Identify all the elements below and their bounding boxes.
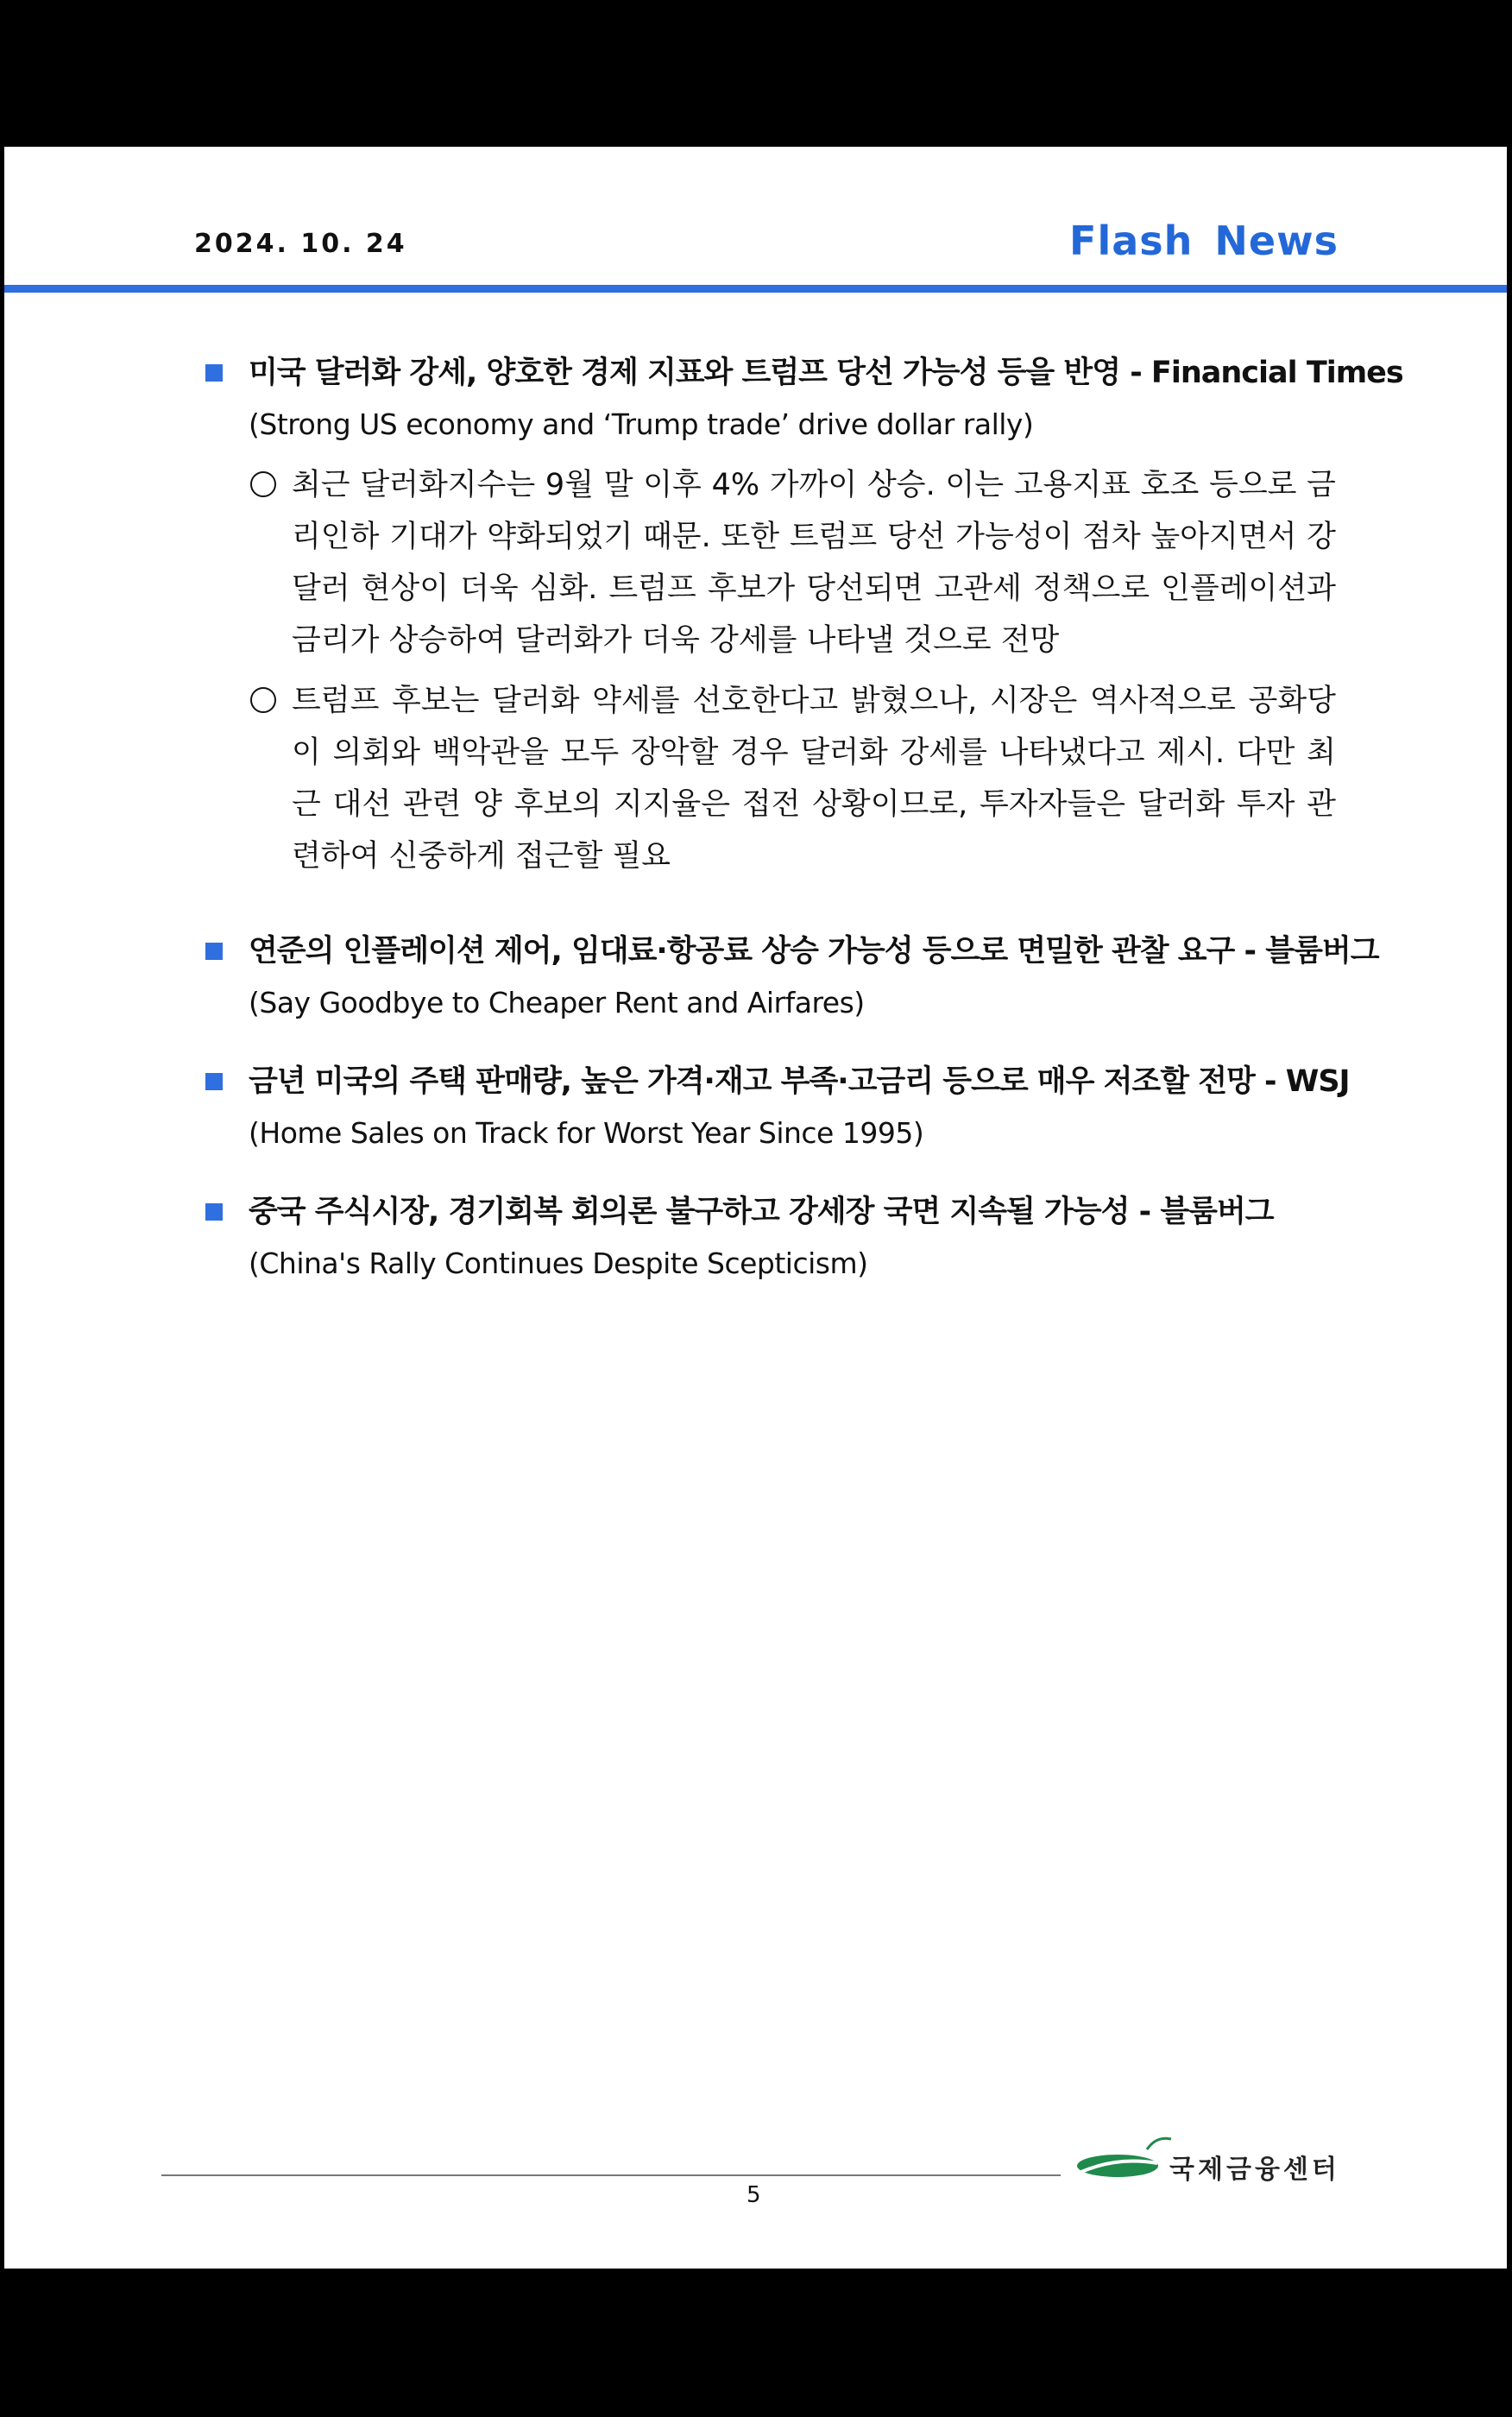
square-bullet-icon bbox=[205, 364, 223, 382]
square-bullet-icon bbox=[205, 1203, 223, 1221]
flash-news-title: Flash News bbox=[1069, 218, 1339, 264]
footer-rule bbox=[161, 2174, 1061, 2176]
news-item bbox=[205, 1056, 1350, 1159]
square-bullet-icon bbox=[205, 943, 223, 960]
news-point: 최근 달러화지수는 9월 말 이후 4% 가까이 상승. 이는 고용지표 호조 등으로 금리인하 기대가 약화되었기 때문. 또한 트럼프 당선 가능성이 점차 높아지면서 강달러 현상이 더욱 심화. 트럼프 후보가 당선되면 고관세 정책으로 인플레이션과 금리가 상승하여 달러화가 더욱 강세를 나타낼 것으로 전망 bbox=[205, 459, 1336, 666]
news-item bbox=[205, 925, 1379, 1029]
news-subtitle: (Home Sales on Track for Worst Year Since 1995) bbox=[249, 1116, 924, 1150]
org-name: 국제금융센터 bbox=[1169, 2155, 1340, 2185]
news-subtitle: (China's Rally Continues Despite Scepticism) bbox=[249, 1246, 868, 1280]
news-subtitle: (Say Goodbye to Cheaper Rent and Airfares) bbox=[249, 986, 865, 1019]
document-page bbox=[4, 147, 1507, 2269]
news-headline: 연준의 인플레이션 제어, 임대료·항공료 상승 가능성 등으로 면밀한 관찰 요구 - 블룸버그 bbox=[205, 925, 1336, 977]
news-headline: 금년 미국의 주택 판매량, 높은 가격·재고 부족·고금리 등으로 매우 저조할 전망 - WSJ bbox=[205, 1056, 1336, 1108]
news-headline: 중국 주식시장, 경기회복 회의론 불구하고 강세장 국면 지속될 가능성 - 블룸버그 bbox=[205, 1186, 1336, 1238]
page-number: 5 bbox=[747, 2182, 761, 2208]
news-item bbox=[205, 1186, 1336, 1290]
news-subtitle: (Strong US economy and ‘Trump trade’ drive dollar rally) bbox=[249, 407, 1034, 441]
news-point: 트럼프 후보는 달러화 약세를 선호한다고 밝혔으나, 시장은 역사적으로 공화당이 의회와 백악관을 모두 장악할 경우 달러화 강세를 나타냈다고 제시. 다만 최근 대선 관련 양 후보의 지지율은 접전 상황이므로, 투자자들은 달러화 투자 관련하여 신중하게 접근할 필요 bbox=[205, 675, 1336, 882]
report-date: 2024. 10. 24 bbox=[194, 229, 407, 259]
header-rule bbox=[4, 285, 1507, 293]
circle-bullet-icon bbox=[250, 471, 276, 497]
square-bullet-icon bbox=[205, 1073, 223, 1090]
circle-bullet-icon bbox=[250, 687, 276, 713]
news-item bbox=[205, 347, 1403, 882]
news-headline: 미국 달러화 강세, 양호한 경제 지표와 트럼프 당선 가능성 등을 반영 - Financial Times bbox=[205, 347, 1336, 399]
